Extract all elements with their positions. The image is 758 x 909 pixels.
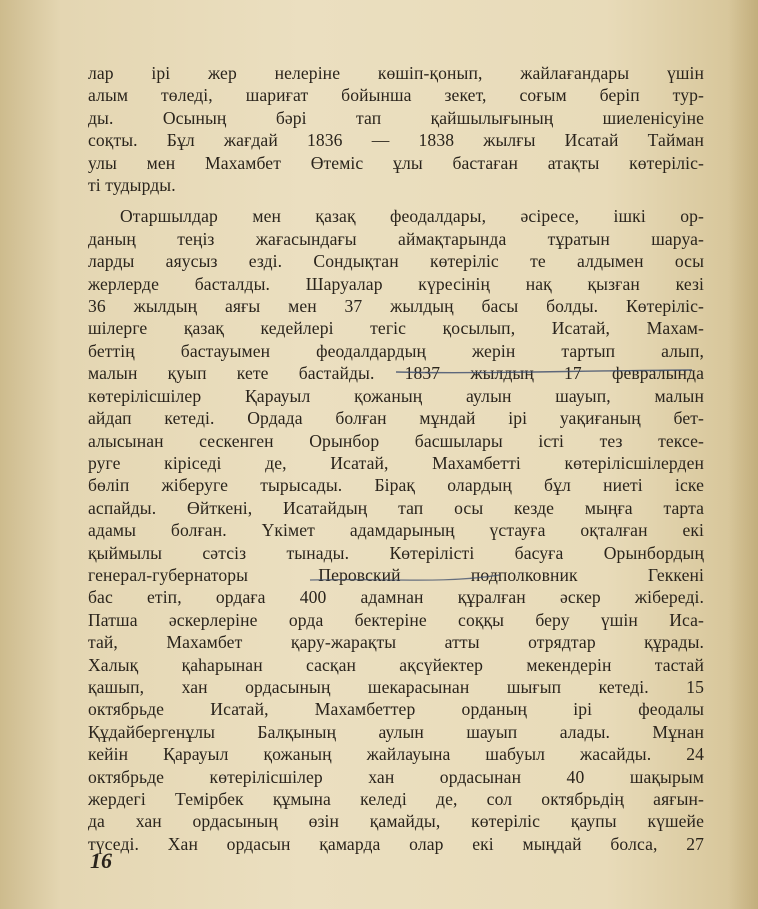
text-line: ті тудырды. [88,175,176,196]
paragraph-2 [88,205,704,855]
text-line: руге кіріседі де, Исатай, Махамбетті көтерілісшілерден [88,452,704,473]
text-line: 36 жылдың аяғы мен 37 жылдың басы болды. Көтеріліс- [88,296,704,317]
text-line: бас етіп, ордаға 400 адамнан құралған әскер жібереді. [88,587,704,608]
text-line: малын қуып кете бастайды. 1837 жылдың 17 февралында [88,363,704,384]
text-line: Патша әскерлеріне орда бектеріне соққы беру үшін Иса- [88,609,704,630]
text-line: адамы болған. Үкімет адамдарының үстауға оқталған екі [88,520,704,541]
text-line: Құдайбергенұлы Балқының аулын шауып алады. Мұнан [88,721,704,742]
text-line: ларды аяусыз езді. Сондықтан көтеріліс те алдымен осы [88,251,704,272]
text-line: көтерілісшілер Қарауыл қожаның аулын шауып, малын [88,385,704,406]
text-line: да хан ордасының өзін қамайды, көтеріліс қаупы күшейе [88,811,704,832]
text-line: жерлерде басталды. Шаруалар күресінің нақ қызған кезі [88,273,704,294]
text-line: беттің бастауымен феодалдардың жерін тартып алып, [88,340,704,361]
paragraph-1 [88,62,704,196]
text-line: шілерге қазақ кедейлері тегіс қосылып, Исатай, Махам- [88,318,704,339]
text-line: қыймылы сәтсіз тынады. Көтерілісті басуға Орынбордың [88,542,704,563]
text-line: айдап кетеді. Ордада болған мұндай ірі уақиғаның бет- [88,408,704,429]
text-line: соқты. Бұл жағдай 1836 — 1838 жылғы Исатай Тайман [88,130,704,151]
text-line: алым төледі, шариғат бойынша зекет, соғым беріп тур- [88,85,704,106]
text-line: тай, Махамбет қару-жарақты атты отрядтар құрады. [88,632,704,653]
text-line: аспайды. Өйткені, Исатайдың тап осы кезде мыңға тарта [88,497,704,518]
text-line: ды. Осының бәрі тап қайшылығының шиеленісуіне [88,107,704,128]
text-line: Халық қаһарынан сасқан ақсүйектер мекендерін тастай [88,654,704,675]
text-line: Отаршылдар мен қазақ феодалдары, әсіресе, ішкі ор- [120,206,704,227]
text-line: даның теңіз жағасындағы аймақтарында тұратын шаруа- [88,228,704,249]
text-line: жердегі Темірбек құмына келеді де, сол октябрьдің аяғын- [88,789,704,809]
text-line: бөліп жіберуге тырысады. Бірақ олардың бұл ниеті іске [88,475,704,496]
text-line: генерал-губернаторы Перовский подполковник Геккені [88,564,704,585]
text-line: лар ірі жер нелеріне көшіп-қонып, жайлағандары үшін [88,63,704,83]
text-line: октябрьде көтерілісшілер хан ордасынан 40 шақырым [88,766,704,787]
text-line: қашып, хан ордасының шекарасынан шығып кетеді. 15 [88,676,704,697]
page-text [88,62,704,855]
text-line: түседі. Хан ордасын қамарда олар екі мыңдай болса, 27 [88,833,704,854]
paragraph-gap [88,196,704,205]
text-line: улы мен Махамбет Өтеміс ұлы бастаған атақты көтеріліс- [88,152,704,173]
text-line: алысынан сескенген Орынбор басшылары істі тез тексе- [88,430,704,451]
text-line: октябрьде Исатай, Махамбеттер орданың ірі феодалы [88,699,704,720]
text-line: кейін Қарауыл қожаның жайлауына шабуыл жасайды. 24 [88,744,704,765]
page-number: 16 [90,848,112,873]
